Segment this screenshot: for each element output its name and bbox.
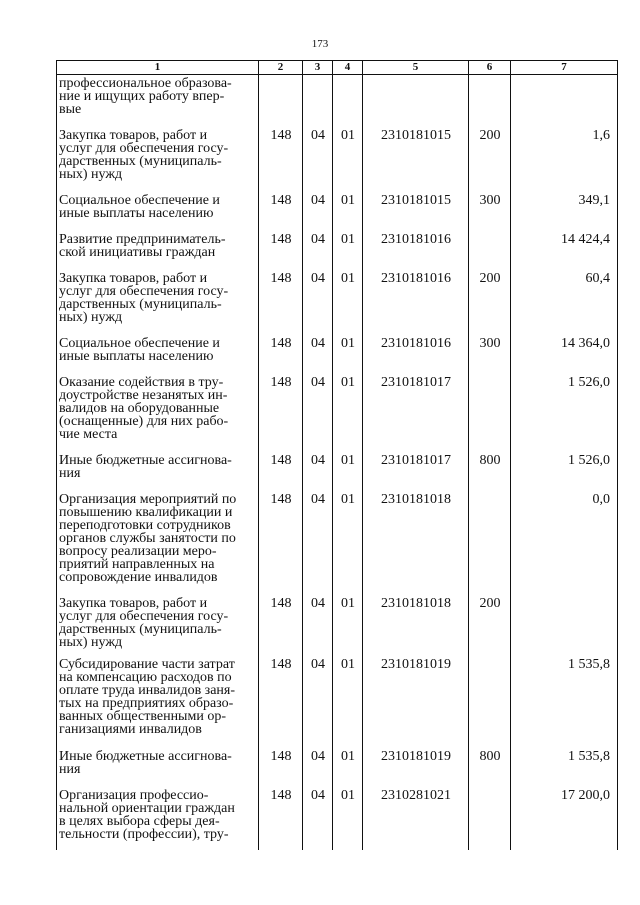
row-section: 04 xyxy=(311,271,325,286)
row-code-admin: 148 xyxy=(270,375,292,390)
header-bottom-border xyxy=(56,74,618,75)
row-subsection: 01 xyxy=(341,657,355,672)
row-code-admin: 148 xyxy=(270,492,292,507)
row-code-admin: 148 xyxy=(270,596,292,611)
row-code-admin: 148 xyxy=(270,271,292,286)
row-description: Закупка товаров, работ и услуг для обеспечения госу- дарственных (муниципаль- ных) нужд xyxy=(59,271,229,325)
row-subsection: 01 xyxy=(341,788,355,803)
row-description: Развитие предприниматель- ской инициативы граждан xyxy=(59,232,226,260)
row-target-article: 2310181015 xyxy=(381,193,451,208)
row-amount: 60,4 xyxy=(585,271,610,286)
row-subsection: 01 xyxy=(341,749,355,764)
row-description: Закупка товаров, работ и услуг для обеспечения госу- дарственных (муниципаль- ных) нужд xyxy=(59,128,229,182)
row-description: Иные бюджетные ассигнова- ния xyxy=(59,749,232,777)
row-section: 04 xyxy=(311,193,325,208)
row-section: 04 xyxy=(311,375,325,390)
row-target-article: 2310181015 xyxy=(381,128,451,143)
header-col-4: 4 xyxy=(344,61,351,73)
row-amount: 1 535,8 xyxy=(568,657,610,672)
column-divider xyxy=(468,60,469,850)
column-divider xyxy=(258,60,259,850)
row-code-admin: 148 xyxy=(270,336,292,351)
row-target-article: 2310181016 xyxy=(381,271,451,286)
row-target-article: 2310181016 xyxy=(381,232,451,247)
row-section: 04 xyxy=(311,492,325,507)
row-subsection: 01 xyxy=(341,271,355,286)
row-section: 04 xyxy=(311,336,325,351)
row-expense-type: 800 xyxy=(479,453,501,468)
row-amount: 17 200,0 xyxy=(561,788,610,803)
row-section: 04 xyxy=(311,788,325,803)
row-amount: 349,1 xyxy=(578,193,610,208)
header-col-5: 5 xyxy=(412,61,419,73)
budget-table xyxy=(56,60,618,850)
row-expense-type: 300 xyxy=(479,193,501,208)
row-code-admin: 148 xyxy=(270,453,292,468)
row-expense-type: 800 xyxy=(479,749,501,764)
row-expense-type: 200 xyxy=(479,128,501,143)
row-amount: 0,0 xyxy=(592,492,610,507)
table-left-border xyxy=(56,60,57,850)
header-col-1: 1 xyxy=(154,61,161,73)
column-divider xyxy=(510,60,511,850)
row-target-article: 2310181017 xyxy=(381,375,451,390)
row-description: Субсидирование части затрат на компенсацию расходов по оплате труда инвалидов заня- тых на предприятиях образо- ванных общественными ор- ганизациями инвалидов xyxy=(59,657,236,737)
row-target-article: 2310281021 xyxy=(381,788,451,803)
row-description: Социальное обеспечение и иные выплаты населению xyxy=(59,336,220,364)
row-amount: 1 535,8 xyxy=(568,749,610,764)
row-amount: 1 526,0 xyxy=(568,453,610,468)
row-target-article: 2310181019 xyxy=(381,657,451,672)
header-col-7: 7 xyxy=(561,61,567,73)
row-code-admin: 148 xyxy=(270,193,292,208)
row-target-article: 2310181018 xyxy=(381,492,451,507)
row-section: 04 xyxy=(311,596,325,611)
row-section: 04 xyxy=(311,232,325,247)
column-divider xyxy=(362,60,363,850)
row-expense-type: 200 xyxy=(479,596,501,611)
row-amount: 14 364,0 xyxy=(561,336,610,351)
row-expense-type: 200 xyxy=(479,271,501,286)
row-code-admin: 148 xyxy=(270,128,292,143)
row-description: профессиональное образова- ние и ищущих работу впер- вые xyxy=(59,76,232,117)
row-subsection: 01 xyxy=(341,375,355,390)
row-subsection: 01 xyxy=(341,596,355,611)
page-number: 173 xyxy=(311,38,329,50)
row-amount: 1,6 xyxy=(592,128,610,143)
header-col-2: 2 xyxy=(277,61,284,73)
row-section: 04 xyxy=(311,128,325,143)
row-subsection: 01 xyxy=(341,128,355,143)
row-subsection: 01 xyxy=(341,492,355,507)
row-code-admin: 148 xyxy=(270,749,292,764)
row-subsection: 01 xyxy=(341,453,355,468)
row-code-admin: 148 xyxy=(270,788,292,803)
table-right-border xyxy=(617,60,618,850)
row-description: Закупка товаров, работ и услуг для обеспечения госу- дарственных (муниципаль- ных) нужд xyxy=(59,596,229,650)
row-section: 04 xyxy=(311,749,325,764)
column-divider xyxy=(332,60,333,850)
row-amount: 14 424,4 xyxy=(561,232,610,247)
row-subsection: 01 xyxy=(341,336,355,351)
row-subsection: 01 xyxy=(341,232,355,247)
row-subsection: 01 xyxy=(341,193,355,208)
row-description: Организация мероприятий по повышению квалификации и переподготовки сотрудников органов службы занятости по вопросу реализации меро- приятий направленных на сопровождение инвалидов xyxy=(59,492,237,585)
header-col-6: 6 xyxy=(486,61,493,73)
row-description: Социальное обеспечение и иные выплаты населению xyxy=(59,193,220,221)
row-target-article: 2310181019 xyxy=(381,749,451,764)
row-target-article: 2310181017 xyxy=(381,453,451,468)
row-target-article: 2310181016 xyxy=(381,336,451,351)
column-divider xyxy=(302,60,303,850)
row-section: 04 xyxy=(311,657,325,672)
row-description: Иные бюджетные ассигнова- ния xyxy=(59,453,232,481)
row-amount: 1 526,0 xyxy=(568,375,610,390)
row-section: 04 xyxy=(311,453,325,468)
row-description: Оказание содействия в тру- доустройстве незанятых ин- валидов на оборудованные (оснащенные) для них рабо- чие места xyxy=(59,375,229,442)
row-description: Организация профессио- нальной ориентации граждан в целях выбора сферы дея- тельности (профессии), тру- xyxy=(59,788,235,842)
row-expense-type: 300 xyxy=(479,336,501,351)
header-col-3: 3 xyxy=(314,61,321,73)
row-code-admin: 148 xyxy=(270,232,292,247)
row-code-admin: 148 xyxy=(270,657,292,672)
row-target-article: 2310181018 xyxy=(381,596,451,611)
